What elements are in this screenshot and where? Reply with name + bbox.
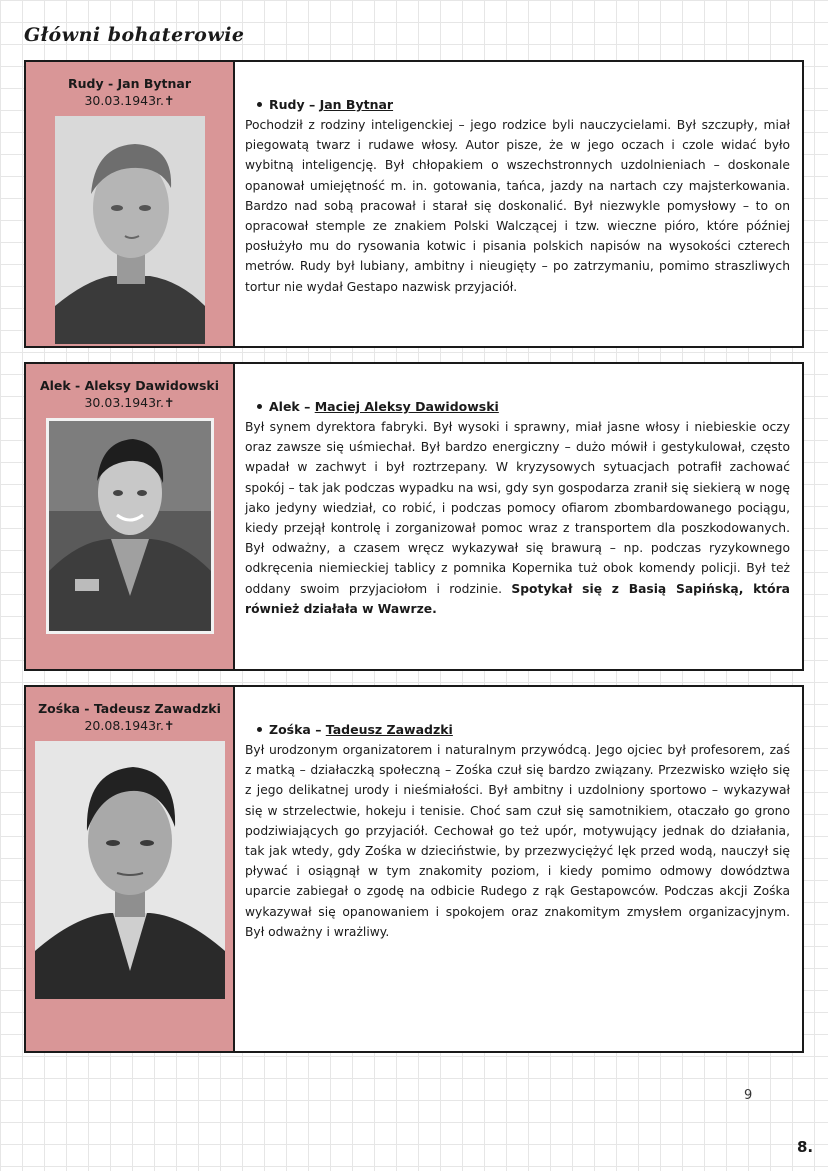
hero-bullet-heading [245,398,790,416]
hero-name: Zośka - Tadeusz Zawadzki [38,701,221,716]
hero-death-date: 20.08.1943r.✝ [84,718,175,733]
hero-card-content [235,687,802,1051]
page-number-small: 9 [744,1088,753,1103]
hero-card-sidebar [26,62,235,346]
hero-nickname: Zośka – [269,722,326,737]
hero-photo [55,116,205,344]
hero-card-content [235,62,802,346]
hero-photo [35,741,225,999]
hero-photo [46,418,214,634]
hero-bullet-heading [245,721,790,739]
hero-full-name: Maciej Aleksy Dawidowski [314,399,499,414]
hero-name: Alek - Aleksy Dawidowski [39,378,220,393]
hero-full-name: Jan Bytnar [319,97,394,112]
hero-description [245,417,790,619]
hero-card-sidebar [26,687,235,1051]
hero-death-date: 30.03.1943r.✝ [84,93,175,108]
hero-nickname: Rudy – [269,97,320,112]
portrait-image [35,741,225,999]
bullet-icon [257,404,262,409]
page-number-big: 8. [797,1138,814,1156]
hero-nickname: Alek – [269,399,315,414]
bullet-icon [257,727,262,732]
hero-card-rudy [24,60,804,348]
hero-description-text: Był synem dyrektora fabryki. Był wysoki i sprawny, miał jasne włosy i niebieskie oczy oraz zawsze się uśmiechał. Był bardzo energiczny – dużo mówił i gestykulował, często wpadał w zachwyt i był roztrzepany. W kryzysowych sytuacjach potrafił zachować spokój – tak jak podczas wypadku na wsi, gdy syn gospodarza zranił się siekierą w nogę jako jedyny wiedział, co robić, i podczas pomocy ofiarom zbombardowanego pociągu, kiedy przejął kontrolę i zorganizował pomoc wraz z transportem dla poszkodowanych. Był odważny, a czasem wręcz wykazywał się brawurą – np. podczas ryzykownego odkręcenia niemieckiej tablicy z pomnika Kopernika tuż obok komendy policji. Był też oddany swoim przyjaciołom i rodzinie. [245,420,790,596]
portrait-image [55,116,205,344]
hero-card-zoska [24,685,804,1053]
hero-full-name: Tadeusz Zawadzki [325,722,453,737]
hero-description: Pochodził z rodziny inteligenckiej – jego rodzice byli nauczycielami. Był szczupły, miał piegowatą twarz i rudawe włosy. Autor pisze, że w jego oczach i czole widać było wybitną inteligencję. Był chłopakiem o wszechstronnych uzdolnieniach – doskonale opanował umiejętność m. in. gotowania, tańca, jazdy na nartach czy majsterkowania. Bardzo nad sobą pracował i starał się doskonalić. Był niezwykle pomysłowy – to on opracował stemple ze znakiem Polski Walczącej i tzw. wieczne pióro, które później posłużyło mu do rysowania kotwic i pisania polskich napisów na wysokości czterech metrów. Rudy był lubiany, ambitny i nieugięty – po zatrzymaniu, pomimo straszliwych tortur nie wydał Gestapo nazwisk przyjaciół. [245,118,790,294]
portrait-image [49,421,211,631]
hero-description-emphasis: Spotykał się z Basią Sapińską, która również działała w Wawrze. [245,581,790,616]
hero-card-alek [24,362,804,671]
hero-bullet-heading [245,96,790,114]
page-title: Główni bohaterowie [24,24,245,46]
hero-card-content [235,364,802,669]
bullet-icon [257,102,262,107]
hero-death-date: 30.03.1943r.✝ [84,395,175,410]
hero-name: Rudy - Jan Bytnar [68,76,191,91]
hero-card-sidebar [26,364,235,669]
hero-description: Był urodzonym organizatorem i naturalnym przywódcą. Jego ojciec był profesorem, zaś z matką – działaczką społeczną – Zośka czuł się bardzo związany. Przezwisko wzięło się z jego delikatnej urody i nieśmiałości. Był ambitny i uzdolniony sportowo – wykazywał się w strzelectwie, hokeju i tenisie. Choć sam czuł się samotnikiem, otaczało go grono podziwiających go przyjaciół. Cechował go też upór, motywujący jednak do działania, tak jak wtedy, gdy Zośka w dzieciństwie, by przezwyciężyć lęk przed wodą, nauczył się pływać i osiągnął w tym znakomity poziom, i kiedy pomimo odmowy dowództwa uparcie zabiegał o zgodę na odbicie Rudego z rąk Gestapowców. Podczas akcji Zośka wykazywał się opanowaniem i spokojem oraz znakomitym zmysłem organizacyjnym. Był odważny i wrażliwy. [245,743,790,939]
